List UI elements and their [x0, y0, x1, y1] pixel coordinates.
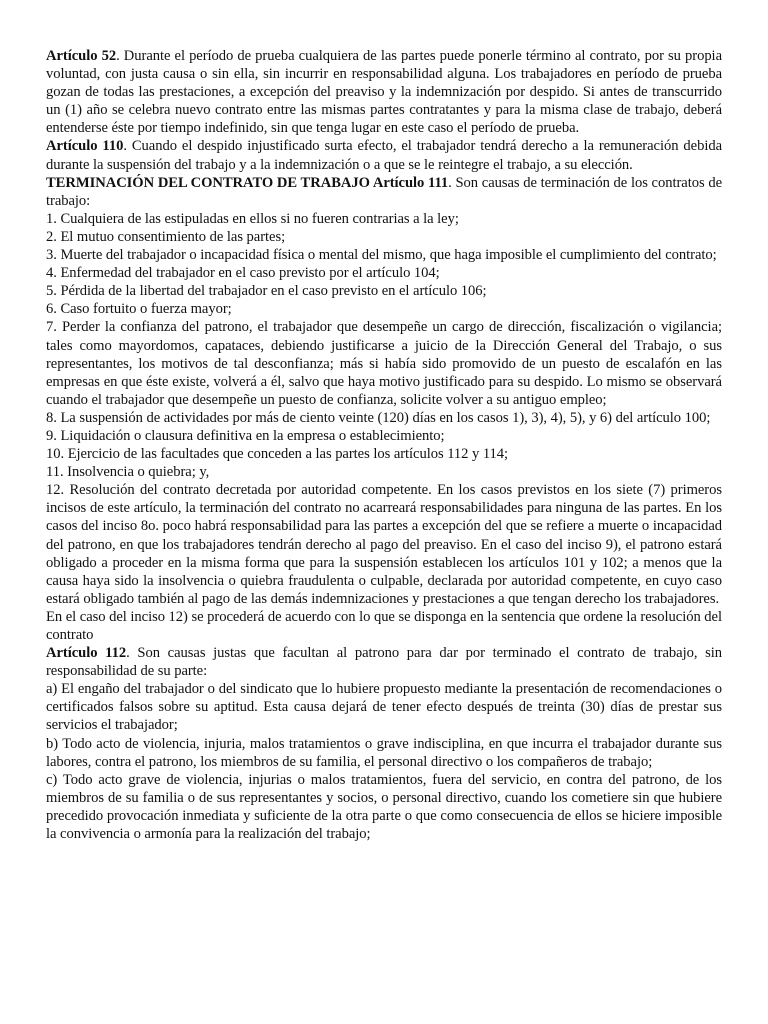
article-111-item-5: 5. Pérdida de la libertad del trabajador en el caso previsto en el artículo 106; [46, 283, 487, 300]
article-111-item-2: 2. El mutuo consentimiento de las partes; [46, 228, 286, 245]
article-112-item-a: a) El engaño del trabajador o del sindicato que lo hubiere propuesto mediante la presentación de recomendaciones o certificados falsos sobre su aptitud. Esta causa dejará de tener efecto después de treinta (30) días de prestar sus servicios el trabajador; [46, 681, 722, 734]
article-111-heading: TERMINACIÓN DEL CONTRATO DE TRABAJO Artículo 111 [46, 174, 449, 191]
article-112-item-c: c) Todo acto grave de violencia, injurias o malos tratamientos, fuera del servicio, en contra del patrono, de los miembros de su familia o de sus representantes y socios, o personal directivo, cuando los cometiere sin que hubiere precedido provocación inmediata y suficiente de la otra parte o que como consecuencia de ellos se hiciere imposible la convivencia o armonía para la realización del trabajo; [46, 771, 722, 843]
article-111-item-7: 7. Perder la confianza del patrono, el trabajador que desempeñe un cargo de dirección, fiscalización o vigilancia; tales como mayordomos, capataces, debiendo justificarse a juicio de la Dirección General del Trabajo, o sus representantes, los motivos de tal desconfianza; más si había sido promovido de un puesto de escalafón en las empresas en que éste existe, volverá a él, salvo que haya motivo justificado para su despido. Lo mismo se observará cuando el trabajador que desempeñe un puesto de confianza, solicite volver a su antiguo empleo; [46, 319, 722, 408]
article-111-text: . Son causas de terminación de los contratos de trabajo: [46, 174, 722, 209]
article-111-item-1: 1. Cualquiera de las estipuladas en ellos si no fueren contrarias a la ley; [46, 210, 459, 227]
article-112-paragraph [46, 644, 722, 680]
article-52-paragraph [46, 47, 722, 137]
article-111-item-6: 6. Caso fortuito o fuerza mayor; [46, 301, 232, 318]
article-111-paragraph [46, 174, 722, 210]
article-111-item-4: 4. Enfermedad del trabajador en el caso previsto por el artículo 104; [46, 265, 440, 282]
article-112-heading: Artículo 112 [46, 645, 127, 662]
article-110-paragraph [46, 137, 722, 173]
article-111-item-3: 3. Muerte del trabajador o incapacidad física o mental del mismo, que haga imposible el cumplimiento del contrato; [46, 247, 717, 264]
article-112-item-b: b) Todo acto de violencia, injuria, malos tratamientos o grave indisciplina, en que incurra el trabajador durante sus labores, contra el patrono, los miembros de su familia, el personal directivo o los compañeros de trabajo; [46, 735, 722, 770]
article-111-item-11: 11. Insolvencia o quiebra; y, [46, 464, 210, 481]
article-112-text: . Son causas justas que facultan al patrono para dar por terminado el contrato de trabajo, sin responsabilidad de su parte: [46, 645, 722, 680]
article-110-heading: Artículo 110 [46, 138, 124, 155]
article-111-item-9: 9. Liquidación o clausura definitiva en la empresa o establecimiento; [46, 427, 445, 444]
article-52-heading: Artículo 52 [46, 48, 117, 64]
article-110-text: . Cuando el despido injustificado surta efecto, el trabajador tendrá derecho a la remuneración debida durante la suspensión del trabajo y a la indemnización o a que se le reintegre el trabajo, a su elección. [46, 138, 722, 173]
article-52-text: . Durante el período de prueba cualquiera de las partes puede ponerle término al contrato, por su propia voluntad, con justa causa o sin ella, sin incurrir en responsabilidad alguna. Los trabajadores en período de prueba gozan de todas las prestaciones, a excepción del preaviso y la indemnización por despido. Si antes de transcurrido un (1) año se celebra nuevo contrato entre las mismas partes contratantes y para la misma clase de trabajo, deberá entenderse éste por tiempo indefinido, sin que tenga lugar en este caso el período de prueba. [46, 48, 722, 137]
article-111-item-8: 8. La suspensión de actividades por más de ciento veinte (120) días en los casos 1), 3), 4), 5), y 6) del artículo 100; [46, 409, 711, 426]
article-111-item-10: 10. Ejercicio de las facultades que conceden a las partes los artículos 112 y 114; [46, 446, 509, 463]
article-111-closing: En el caso del inciso 12) se procederá de acuerdo con lo que se disponga en la sentencia que ordene la resolución del contrato [46, 608, 722, 643]
article-111-item-12: 12. Resolución del contrato decretada por autoridad competente. En los casos previstos en los siete (7) primeros incisos de este artículo, la terminación del contrato no acarreará responsabilidades para ninguna de las partes. En los casos del inciso 8o. poco habrá responsabilidad para las partes a excepción del que se refiere a muerte o incapacidad del patrono, en que los trabajadores tendrán derecho al pago del preaviso. En el caso del inciso 9), el patrono estará obligado a proceder en la misma forma que para la suspensión establecen los artículos 101 y 102; a menos que la causa haya sido la insolvencia o quiebra fraudulenta o culpable, declarada por autoridad competente, en cuyo caso estará obligado también al pago de las demás indemnizaciones y prestaciones a que tengan derecho los trabajadores. [46, 482, 722, 607]
